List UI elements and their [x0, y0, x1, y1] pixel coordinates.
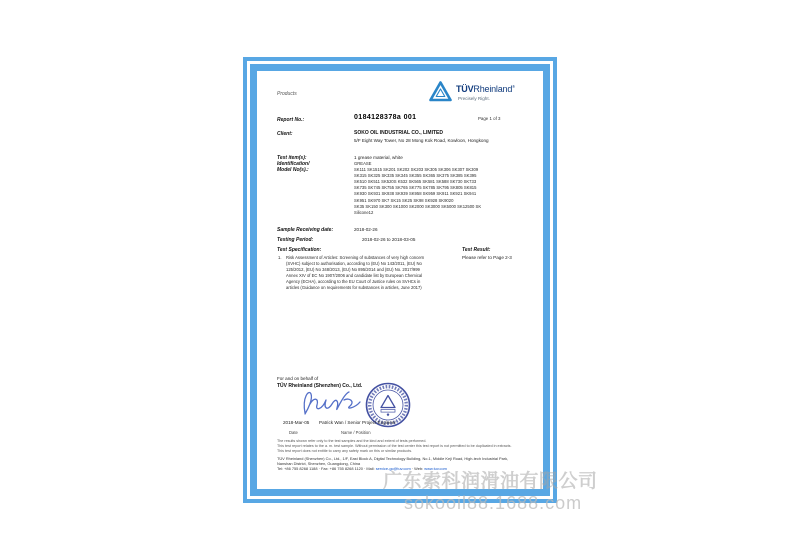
disclaimer-block — [277, 439, 511, 454]
watermark-shop-url: sokooil88.1688.com — [404, 493, 583, 513]
document-category: Products — [277, 91, 297, 97]
tuv-logo — [428, 80, 538, 106]
disclaimer-line: This test report relates to the a. m. test sample. Without permission of the test center this test report is not permitted to be duplicated in extracts. — [277, 444, 512, 448]
sample-date-value: 2018-02-26 — [354, 227, 378, 232]
model-line: SK35 SK150 SK300 SK1000 SK2000 SK3000 SK5000 SK12500 SK — [354, 203, 482, 209]
model-line: SK735 SK745 SK755 SK765 SK775 SK785 SK795 SK805 SK815 — [354, 185, 477, 191]
page-indicator: Page 1 of 3 — [478, 116, 501, 121]
testing-period-value: 2018-02-26 to 2018-03-05 — [362, 237, 416, 242]
on-behalf-text: For and on behalf of — [277, 376, 319, 381]
disclaimer-line: The results shown refer only to the test samples and the kind and extent of tests performed. — [277, 439, 427, 443]
date-label: Date — [289, 430, 298, 435]
certificate-inner-frame — [250, 64, 550, 496]
certificate-frame — [243, 57, 557, 503]
client-name: SOKO OIL INDUSTRIAL CO., LIMITED — [354, 130, 443, 136]
test-spec-item-no: 1. — [278, 255, 282, 260]
model-line: SK111 SK1515 SK201 SK202 SK203 SK305 SK306 SK307 SK309 — [354, 167, 479, 173]
test-spec-line: (SVHC) subject to authorisation, according to (EU) No 143/2011, (EU) No — [286, 260, 422, 266]
model-line: SK315 SK325 SK335 SK345 SK355 SK365 SK375 SK385 SK395 — [354, 173, 477, 179]
test-spec-line: Annex XIV of EC No 1907/2006 and candidate list by European Chemical — [286, 272, 423, 278]
test-spec-line: Risk Assessment of Articles: Screening of substances of very high concern — [286, 255, 425, 260]
identification-label-2: Model No(s).: — [277, 167, 309, 173]
footer-email: service-gc@tuv.com — [375, 466, 411, 472]
sample-date-label: Sample Receiving date: — [277, 227, 334, 233]
test-item-value: 1 grease material, white — [354, 155, 403, 160]
test-spec-line: Agency (ECHA), according to the EU Court of Justice rules on SVHCs in — [286, 278, 421, 284]
watermark-company-name: 广东索科润滑油有限公司 — [383, 471, 598, 492]
footer-address-line-2: Nanshan District, Shenzhen, Guangdong, China — [277, 461, 361, 467]
tuv-triangle-icon — [428, 80, 453, 103]
model-line: SK930 SK931 SK938 SK939 SK958 SK959 SK911 SK921 SK941 — [354, 191, 477, 197]
certificate-document — [257, 71, 543, 489]
signing-company: TÜV Rheinland (Shenzhen) Co., Ltd. — [277, 383, 363, 389]
client-address: 5/F Eight Way Tower, No 28 Mong Kok Road, Kowloon, Hongkong — [354, 138, 489, 143]
test-result-label: Test Result: — [462, 247, 491, 253]
disclaimer-line: This test report does not entitle to carry any safety mark on this or similar products. — [277, 449, 413, 453]
footer-address-line-1: TÜV Rheinland (Shenzhen) Co., Ltd., 1/F, East Block A, Digital Technology Building, No.1, Middle Keji Road, High-tech Industrial Park, — [277, 456, 509, 461]
name-position-label: Name / Position — [341, 430, 371, 435]
model-line: SK510 SK511 SK520S K532 SK565 SK581 SK588 SK730 SK733 — [354, 179, 477, 185]
model-line: GREASE — [354, 161, 372, 166]
test-item-label: Test item(s): — [277, 155, 307, 161]
test-spec-block — [286, 255, 424, 290]
handwritten-signature — [297, 385, 363, 419]
model-numbers-block — [354, 161, 481, 216]
model-line: SK951 SK970 SK7 SK15 SK25 SK98 SK928 SK9020 — [354, 197, 454, 203]
signature-name-value: Patrick Wan / Senior Project Engineer — [319, 420, 396, 425]
report-no-label: Report No.: — [277, 117, 305, 123]
footer-website: www.tuv.com — [424, 466, 447, 472]
footer-contact-text: Tel: +86 755 8268 1188 · Fax: +86 755 8268 1120 · Mail: — [277, 466, 376, 472]
test-spec-label: Test Specification: — [277, 247, 322, 253]
signature-date-value: 2018-Mar-05 — [283, 420, 310, 425]
client-label: Client: — [277, 131, 293, 137]
testing-period-label: Testing Period: — [277, 237, 314, 243]
model-line: Silicone12 — [354, 209, 374, 215]
report-no-value: 0184128378a 001 — [354, 114, 417, 121]
tuv-logo-text: TÜVRheinland® — [456, 84, 515, 94]
identification-label-1: Identification/ — [277, 161, 310, 167]
tuv-logo-tagline: Precisely Right. — [458, 96, 490, 101]
footer-web-label: · Web: — [410, 466, 425, 472]
test-spec-line: articles (Guidance on requirements for substances in articles, June 2017) — [286, 284, 422, 290]
test-result-value: Please refer to Page 2-3 — [462, 255, 512, 260]
test-spec-line: 125/2012, (EU) No 348/2013, (EU) No 895/2014 and (EU) No. 2017/999 — [286, 266, 420, 272]
